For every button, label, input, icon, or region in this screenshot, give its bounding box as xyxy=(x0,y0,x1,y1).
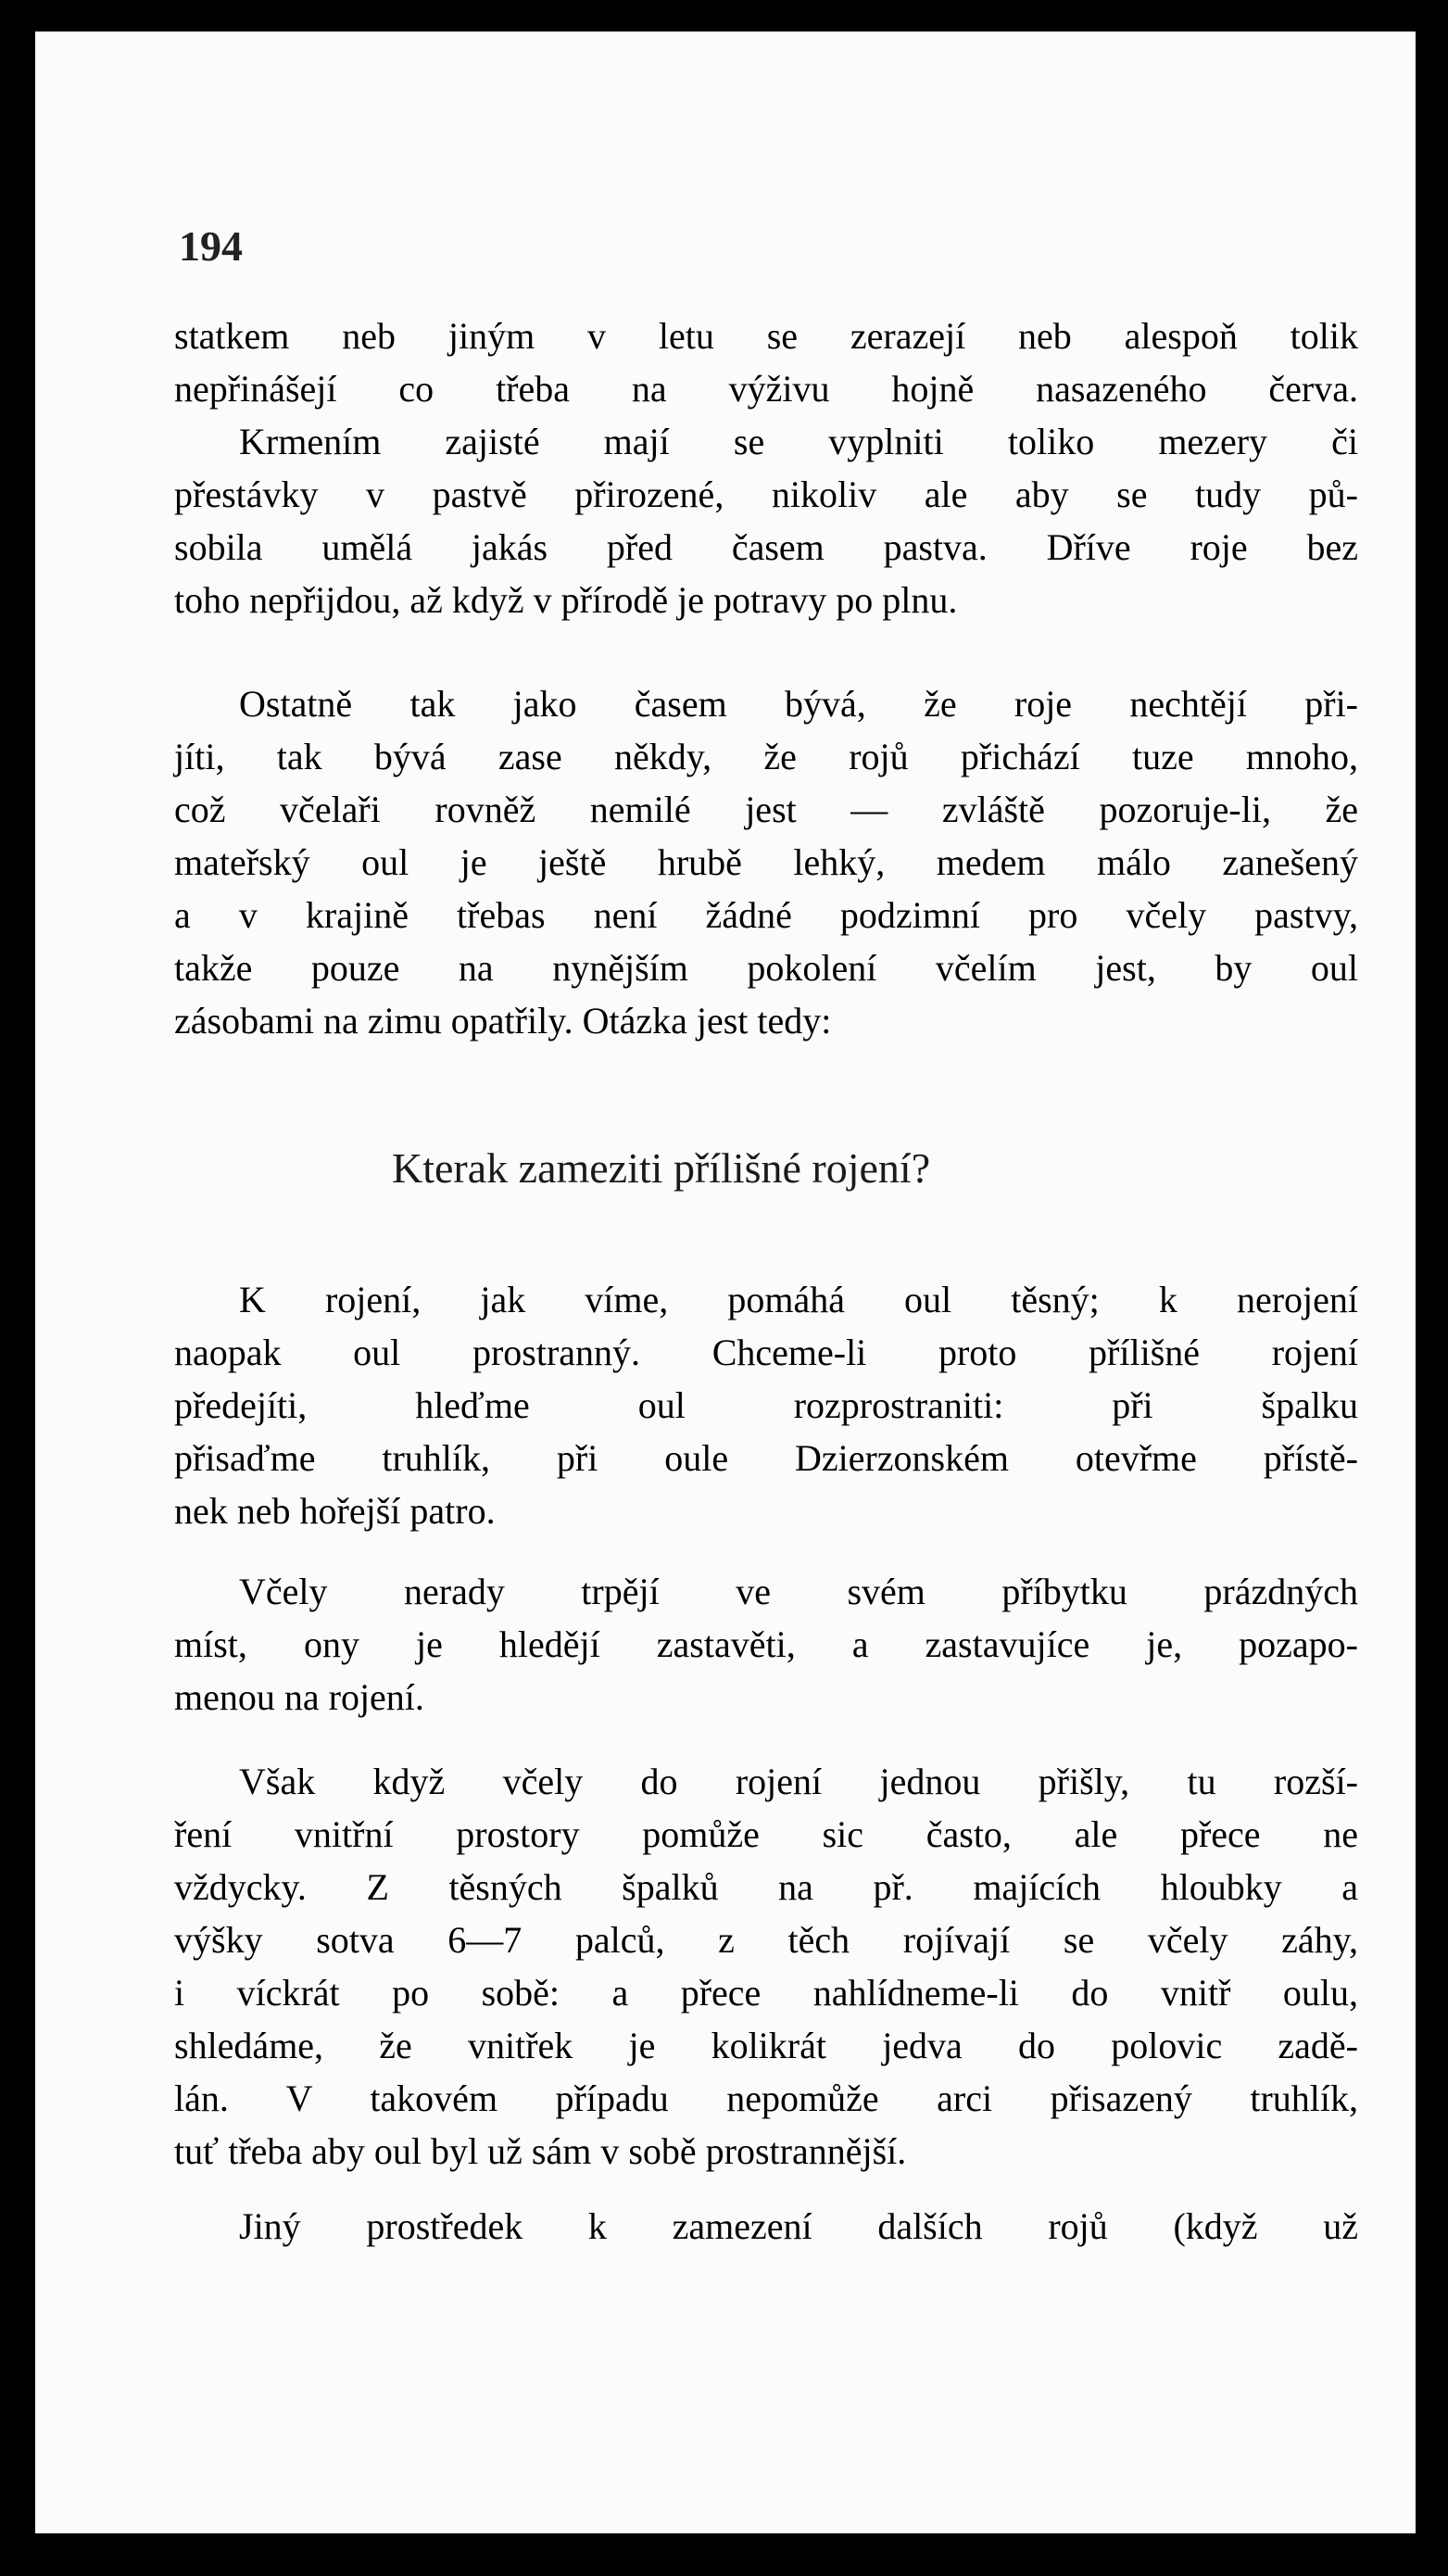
text-line: Včely nerady trpějí ve svém příbytku prázdných xyxy=(239,1571,1358,1612)
text-line: menou na rojení. xyxy=(174,1676,424,1718)
text-line: i víckrát po sobě: a přece nahlídneme-li do vnitř oulu, xyxy=(174,1972,1358,2014)
text-line: Krmením zajisté mají se vyplniti toliko mezery či xyxy=(239,421,1358,462)
paragraph-1 xyxy=(174,309,1358,626)
text-line: shledáme, že vnitřek je kolikrát jedva do polovic zadě- xyxy=(174,2025,1358,2066)
text-line: statkem neb jiným v letu se zerazejí neb alespoň tolik xyxy=(174,315,1358,357)
text-line: naopak oul prostranný. Chceme-li proto přílišné rojení xyxy=(174,1332,1358,1373)
text-line: ření vnitřní prostory pomůže sic často, ale přece ne xyxy=(174,1813,1358,1855)
text-line: tuť třeba aby oul byl už sám v sobě prostrannější. xyxy=(174,2130,907,2172)
text-line: sobila umělá jakás před časem pastva. Dříve roje bez xyxy=(174,526,1358,568)
text-line: Jiný prostředek k zamezení dalších rojů (když už xyxy=(239,2205,1358,2247)
text-line: Ostatně tak jako časem bývá, že roje nechtějí při- xyxy=(239,683,1358,725)
book-page xyxy=(35,32,1416,2533)
text-line: lán. V takovém případu nepomůže arci přisazený truhlík, xyxy=(174,2077,1358,2119)
text-line: nepřinášejí co třeba na výživu hojně nasazeného červa. xyxy=(174,368,1358,410)
text-line: přisaďme truhlík, při oule Dzierzonském otevřme přístě- xyxy=(174,1437,1358,1479)
text-line: nek neb hořejší patro. xyxy=(174,1490,496,1532)
text-line: K rojení, jak víme, pomáhá oul těsný; k nerojení xyxy=(239,1279,1358,1320)
text-line: toho nepřijdou, až když v přírodě je potravy po plnu. xyxy=(174,579,958,621)
text-line: jíti, tak bývá zase někdy, že rojů přichází tuze mnoho, xyxy=(174,736,1358,777)
paragraph-6 xyxy=(174,2200,1358,2253)
paragraph-2 xyxy=(174,677,1358,1047)
text-line: a v krajině třebas není žádné podzimní pro včely pastvy, xyxy=(174,894,1358,936)
text-line: výšky sotva 6—7 palců, z těch rojívají se včely záhy, xyxy=(174,1919,1358,1961)
paragraph-3 xyxy=(174,1273,1358,1537)
text-line: zásobami na zimu opatřily. Otázka jest tedy: xyxy=(174,1000,832,1042)
text-line: předejíti, hleďme oul rozprostraniti: při špalku xyxy=(174,1384,1358,1426)
page-number: 194 xyxy=(179,222,243,270)
text-line: což včelaři rovněž nemilé jest — zvláště pozoruje-li, že xyxy=(174,789,1358,830)
text-line: takže pouze na nynějším pokolení včelím jest, by oul xyxy=(174,947,1358,989)
text-line: přestávky v pastvě přirozené, nikoliv ale aby se tudy pů- xyxy=(174,474,1358,515)
section-heading: Kterak zameziti přílišné rojení? xyxy=(392,1144,931,1192)
text-line: mateřský oul je ještě hrubě lehký, medem málo zanešený xyxy=(174,841,1358,883)
text-line: Však když včely do rojení jednou přišly, tu rozší- xyxy=(239,1761,1358,1802)
text-line: míst, ony je hledějí zastavěti, a zastavujíce je, pozapo- xyxy=(174,1623,1358,1665)
paragraph-5 xyxy=(174,1755,1358,2178)
text-line: vždycky. Z těsných špalků na př. majících hloubky a xyxy=(174,1866,1358,1908)
paragraph-4 xyxy=(174,1565,1358,1724)
